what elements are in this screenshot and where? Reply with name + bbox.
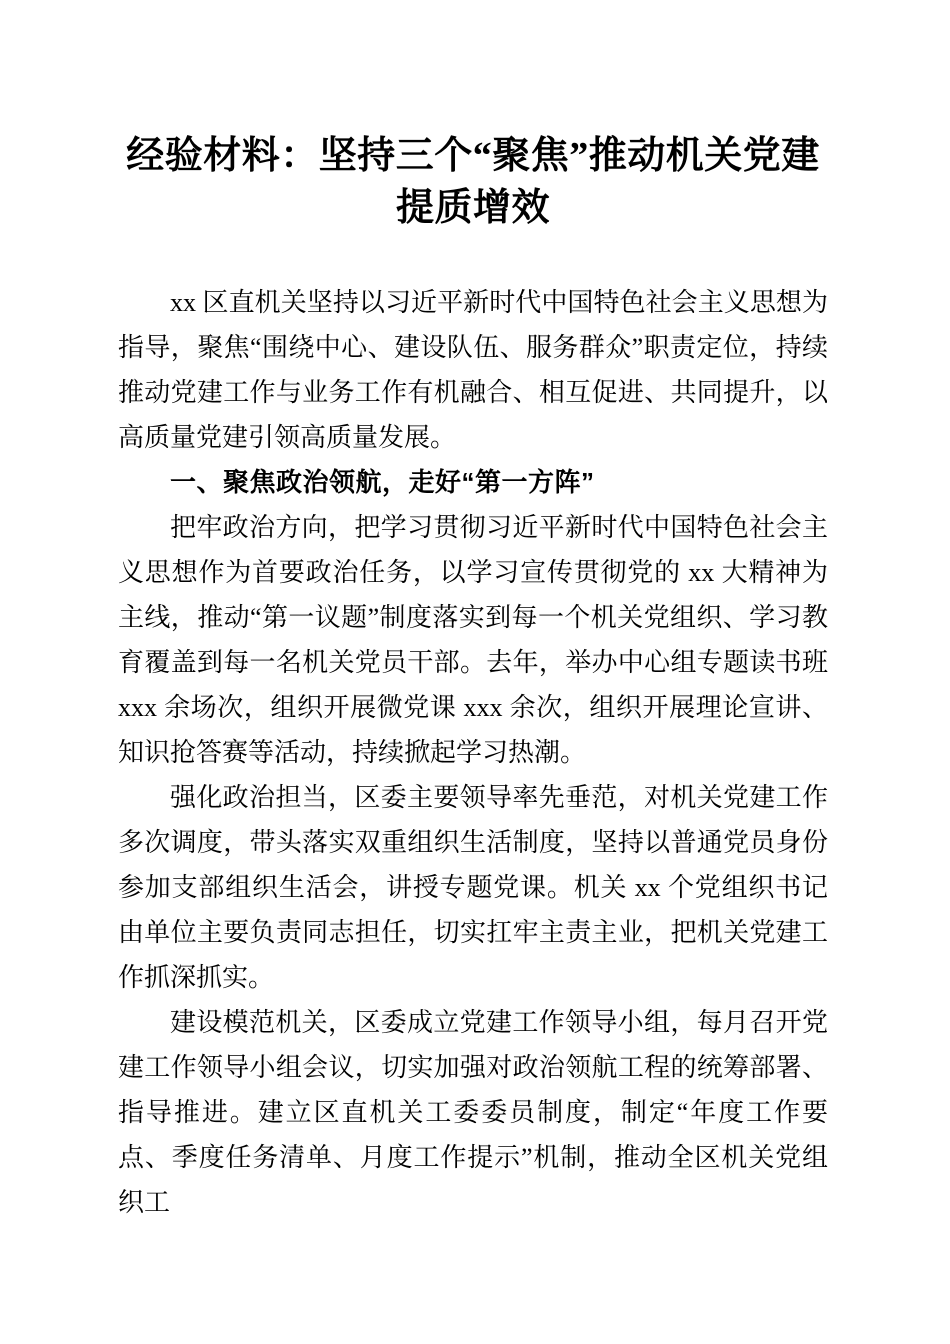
- document-body: [118, 280, 828, 1225]
- intro-paragraph: xx 区直机关坚持以习近平新时代中国特色社会主义思想为指导，聚焦“围绕中心、建设队伍、服务群众”职责定位，持续推动党建工作与业务工作有机融合、相互促进、共同提升，以高质量党建引领高质量发展。: [118, 288, 828, 452]
- section-1-paragraph-2: 强化政治担当，区委主要领导率先垂范，对机关党建工作多次调度，带头落实双重组织生活制度，坚持以普通党员身份参加支部组织生活会，讲授专题党课。机关 xx 个党组织书记由单位主要负责同志担任，切实扛牢主责主业，把机关党建工作抓深抓实。: [118, 783, 828, 992]
- section-1-paragraph-3: 建设模范机关，区委成立党建工作领导小组，每月召开党建工作领导小组会议，切实加强对政治领航工程的统筹部署、指导推进。建立区直机关工委委员制度，制定“年度工作要点、季度任务清单、月度工作提示”机制，推动全区机关党组织工: [118, 1008, 828, 1217]
- section-1-paragraph-1: 把牢政治方向，把学习贯彻习近平新时代中国特色社会主义思想作为首要政治任务，以学习宣传贯彻党的 xx 大精神为主线，推动“第一议题”制度落实到每一个机关党组织、学习教育覆盖到每一名机关党员干部。去年，举办中心组专题读书班 xxx 余场次，组织开展微党课 xxx 余次，组织开展理论宣讲、知识抢答赛等活动，持续掀起学习热潮。: [118, 513, 828, 767]
- document-title: 经验材料：坚持三个“聚焦”推动机关党建提质增效: [126, 135, 820, 229]
- section-1-heading: 一、聚焦政治领航，走好“第一方阵”: [170, 467, 595, 497]
